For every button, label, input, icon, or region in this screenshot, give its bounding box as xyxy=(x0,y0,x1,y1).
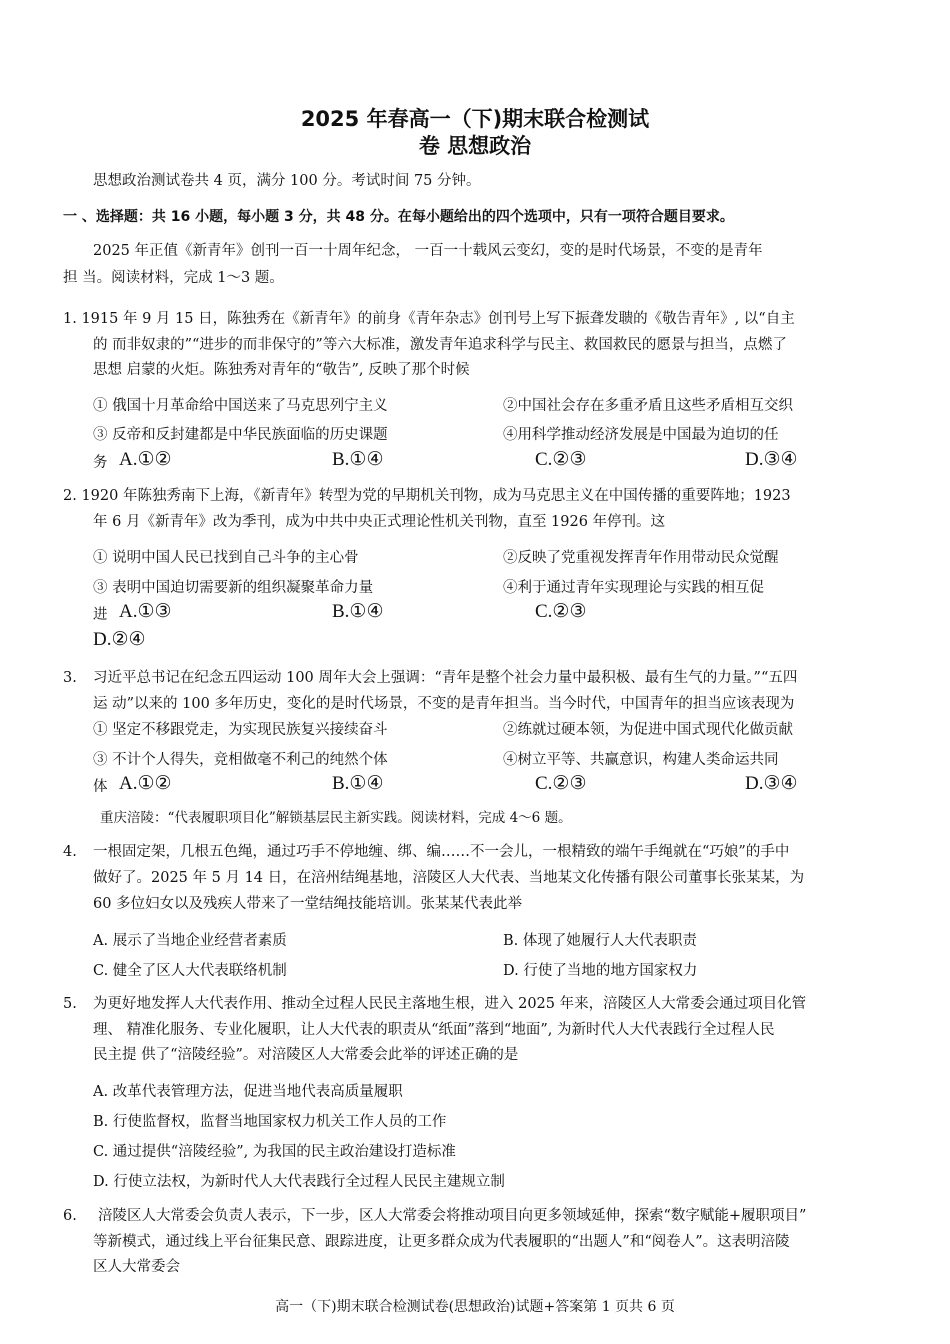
statement-3: ③ 反帝和反封建都是中华民族面临的历史课题 xyxy=(93,427,388,443)
option-c[interactable]: C.②③ xyxy=(535,601,587,622)
option-b[interactable]: B. 体现了她履行人大代表职责 xyxy=(503,933,697,949)
option-b[interactable]: B.①④ xyxy=(332,601,384,622)
question-6-stem: 涪陵区人大常委会负责人表示，下一步，区人大常委会将推动项目向更多领域延伸，探索“数字赋能+履职项目” xyxy=(98,1208,807,1224)
option-a[interactable]: A.①③ xyxy=(119,601,172,622)
question-3-stem: 运 动”以来的 100 多年历史，变化的是时代场景，不变的是青年担当。当今时代，中国青年的担当应该表现为 xyxy=(93,696,795,712)
statement-1: ① 说明中国人民已找到自己斗争的主心骨 xyxy=(93,550,359,566)
statement-2: ②反映了党重视发挥青年作用带动民众觉醒 xyxy=(503,550,779,566)
page-footer: 高一（下)期末联合检测试卷(思想政治)试题+答案第 1 页共 6 页 xyxy=(275,1299,675,1315)
question-5-stem: 为更好地发挥人大代表作用、推动全过程人民民主落地生根，进入 2025 年来，涪陵区人大常委会通过项目化管 xyxy=(93,996,807,1012)
question-5-stem: 民主提 供了“涪陵经验”。对涪陵区人大常委会此举的评述正确的是 xyxy=(93,1047,519,1063)
question-1-stem: 思想 启蒙的火炬。陈独秀对青年的“敬告”, 反映了那个时候 xyxy=(93,362,470,378)
statement-2: ②中国社会存在多重矛盾且这些矛盾相互交织 xyxy=(503,398,793,414)
statement-4-wrap: 体 xyxy=(93,779,108,795)
question-2-stem: 2. 1920 年陈独秀南下上海，《新青年》转型为党的早期机关刊物，成为马克思主义在中国传播的重要阵地；1923 xyxy=(63,488,791,504)
question-4-stem: 做好了。2025 年 5 月 14 日，在涪州结绳基地，涪陵区人大代表、当地某文化传播有限公司董事长张某某，为 xyxy=(93,870,805,886)
statement-3: ③ 表明中国迫切需要新的组织凝聚革命力量 xyxy=(93,580,374,596)
question-4-number: 4. xyxy=(63,844,77,860)
option-a[interactable]: A.①② xyxy=(119,449,172,470)
statement-4: ④利于通过青年实现理论与实践的相互促 xyxy=(503,580,764,596)
page-title-line2: 卷 思想政治 xyxy=(418,134,532,158)
question-3-stem: 习近平总书记在纪念五四运动 100 周年大会上强调：“青年是整个社会力量中最积极、最有生气的力量。”“五四 xyxy=(93,670,798,686)
option-a[interactable]: A. 展示了当地企业经营者素质 xyxy=(93,933,287,949)
option-d[interactable]: D.③④ xyxy=(745,449,798,470)
page-title-line1: 2025 年春高一（下)期末联合检测试 xyxy=(300,107,650,131)
question-5-number: 5. xyxy=(63,996,77,1012)
option-c[interactable]: C. 健全了区人大代表联络机制 xyxy=(93,963,287,979)
option-b[interactable]: B.①④ xyxy=(332,449,384,470)
question-4-stem: 60 多位妇女以及残疾人带来了一堂结绳技能培训。张某某代表此举 xyxy=(93,896,523,912)
question-1-stem: 的 而非奴隶的”“进步的而非保守的”等六大标准，激发青年追求科学与民主、救国救民的愿景与担当，点燃了 xyxy=(93,337,787,353)
question-2-stem: 年 6 月《新青年》改为季刊，成为中共中央正式理论性机关刊物，直至 1926 年停刊。这 xyxy=(93,514,666,530)
option-d[interactable]: D. 行使立法权，为新时代人大代表践行全过程人民民主建规立制 xyxy=(93,1174,505,1190)
statement-4: ④树立平等、共赢意识，构建人类命运共同 xyxy=(503,752,779,768)
option-a[interactable]: A. 改革代表管理方法，促进当地代表高质量履职 xyxy=(93,1084,403,1100)
question-6-number: 6. xyxy=(63,1208,77,1224)
exam-intro: 思想政治测试卷共 4 页，满分 100 分。考试时间 75 分钟。 xyxy=(93,173,481,189)
statement-4: ④用科学推动经济发展是中国最为迫切的任 xyxy=(503,427,779,443)
statement-2: ②练就过硬本领，为促进中国式现代化做贡献 xyxy=(503,722,793,738)
statement-3: ③ 不计个人得失，竞相做毫不利己的纯然个体 xyxy=(93,752,388,768)
option-c[interactable]: C.②③ xyxy=(535,773,587,794)
question-1-stem: 1. 1915 年 9 月 15 日，陈独秀在《新青年》的前身《青年杂志》创刊号上写下振聋发聩的《敬告青年》, 以“自主 xyxy=(63,311,795,327)
option-d[interactable]: D. 行使了当地的地方国家权力 xyxy=(503,963,698,979)
question-4-stem: 一根固定架，几根五色绳，通过巧手不停地缠、绑、编……不一会儿，一根精致的端午手绳就在“巧娘”的手中 xyxy=(93,844,790,860)
question-3-number: 3. xyxy=(63,670,77,686)
option-c[interactable]: C.②③ xyxy=(535,449,587,470)
statement-4-wrap: 务 xyxy=(93,455,108,471)
question-6-stem: 区人大常委会 xyxy=(93,1259,180,1275)
option-b[interactable]: B. 行使监督权，监督当地国家权力机关工作人员的工作 xyxy=(93,1114,447,1130)
material-intro-line: 重庆涪陵：“代表履职项目化”解锁基层民主新实践。阅读材料，完成 4～6 题。 xyxy=(100,810,572,826)
question-6-stem: 等新模式，通过线上平台征集民意、跟踪进度，让更多群众成为代表履职的“出题人”和“阅卷人”。这表明涪陵 xyxy=(93,1234,790,1250)
section-heading: 一 、选择题：共 16 小题，每小题 3 分，共 48 分。在每小题给出的四个选项中，只有一项符合题目要求。 xyxy=(63,209,734,225)
option-d[interactable]: D.③④ xyxy=(745,773,798,794)
statement-1: ① 坚定不移跟党走，为实现民族复兴接续奋斗 xyxy=(93,722,388,738)
material-intro-line: 担 当。阅读材料，完成 1～3 题。 xyxy=(63,270,284,286)
option-d[interactable]: D.②④ xyxy=(93,629,146,650)
question-5-stem: 理、 精准化服务、专业化履职，让人大代表的职责从“纸面”落到“地面”, 为新时代人大代表践行全过程人民 xyxy=(93,1022,775,1038)
statement-4-wrap: 进 xyxy=(93,607,108,623)
option-c[interactable]: C. 通过提供“涪陵经验”, 为我国的民主政治建设打造标准 xyxy=(93,1144,456,1160)
material-intro-line: 2025 年正值《新青年》创刊一百一十周年纪念， 一百一十载风云变幻，变的是时代场景，不变的是青年 xyxy=(93,243,763,259)
option-b[interactable]: B.①④ xyxy=(332,773,384,794)
option-a[interactable]: A.①② xyxy=(119,773,172,794)
statement-1: ① 俄国十月革命给中国送来了马克思列宁主义 xyxy=(93,398,388,414)
